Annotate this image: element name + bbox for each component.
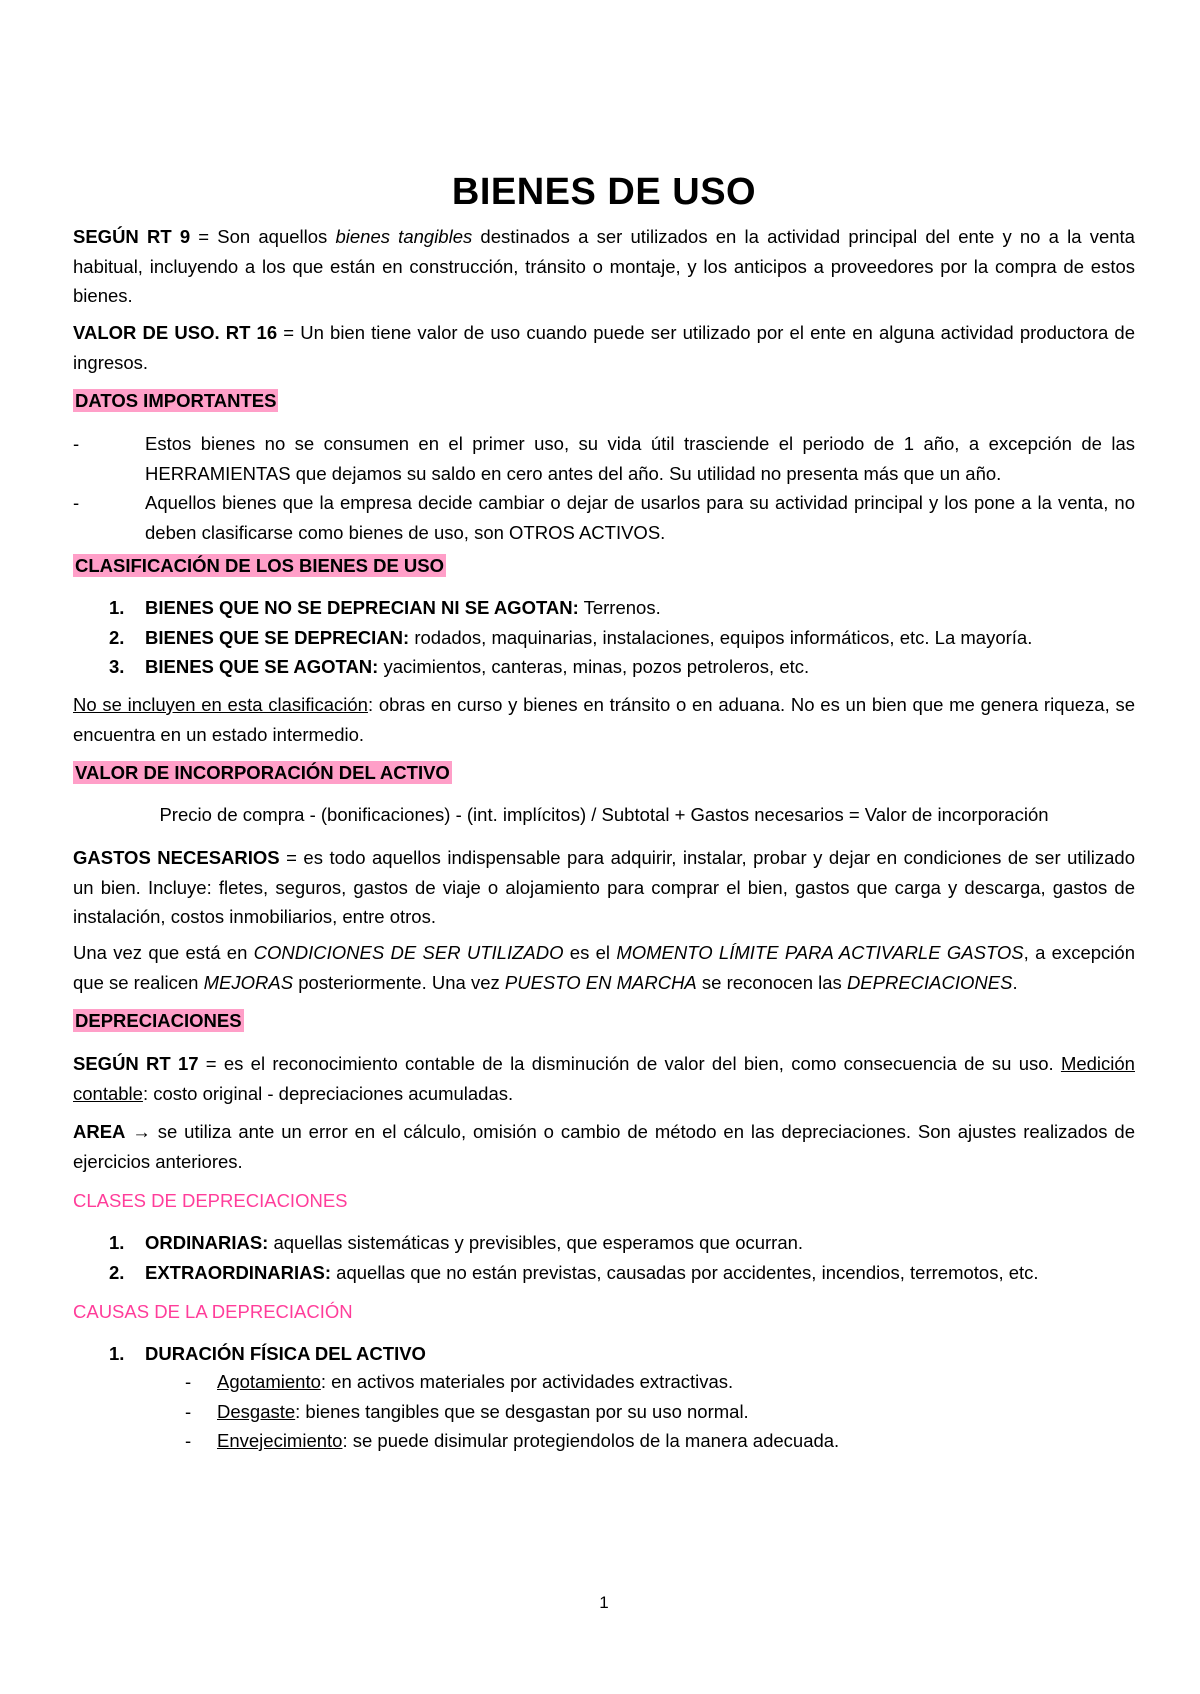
heading-depreciaciones: DEPRECIACIONES xyxy=(75,1010,242,1031)
list-item: - Aquellos bienes que la empresa decide cambiar o dejar de usarlos para su actividad principal y los pone a la venta, no deben clasificarse como bienes de uso, son OTROS ACTIVOS. xyxy=(73,492,1135,543)
paragraph-rt17: SEGÚN RT 17 = es el reconocimiento contable de la disminución de valor del bien, como consecuencia de su uso. Medición contable: costo original - depreciaciones acumuladas. xyxy=(73,1053,1135,1104)
heading-clasificacion: CLASIFICACIÓN DE LOS BIENES DE USO xyxy=(75,555,445,576)
list-causas xyxy=(73,1339,1135,1369)
list-item: - Envejecimiento: se puede disimular protegiendolos de la manera adecuada. xyxy=(185,1430,840,1451)
formula-valor-incorporacion: Precio de compra - (bonificaciones) - (int. implícitos) / Subtotal + Gastos necesarios = Valor de incorporación xyxy=(159,804,1049,825)
list-clasificacion xyxy=(73,593,1135,682)
paragraph-area: AREA → se utiliza ante un error en el cálculo, omisión o cambio de método en las depreciaciones. Son ajustes realizados de ejercicios anteriores. xyxy=(73,1121,1135,1172)
paragraph-rt9: SEGÚN RT 9 = Son aquellos bienes tangibles destinados a ser utilizados en la actividad principal del ente y no a la venta habitual, incluyendo a los que están en construcción, tránsito o montaje, y los anticipos a proveedores por la compra de estos bienes. xyxy=(73,226,1135,306)
paragraph-gastos-necesarios: GASTOS NECESARIOS = es todo aquellos indispensable para adquirir, instalar, probar y dejar en condiciones de ser utilizado un bien. Incluye: fletes, seguros, gastos de viaje o alojamiento para comprar el bien, gastos que carga y descarga, gastos de instalación, costos inmobiliarios, entre otros. xyxy=(73,847,1135,927)
list-item: 1. BIENES QUE NO SE DEPRECIAN NI SE AGOTAN: Terrenos. xyxy=(109,597,661,618)
list-item: 2. EXTRAORDINARIAS: aquellas que no están previstas, causadas por accidentes, incendios, terremotos, etc. xyxy=(109,1261,1039,1283)
page-number: 1 xyxy=(599,1593,609,1612)
document-page xyxy=(73,0,1135,1694)
page-title: BIENES DE USO xyxy=(451,171,757,213)
list-clases xyxy=(73,1228,1135,1287)
heading-valor-incorporacion: VALOR DE INCORPORACIÓN DEL ACTIVO xyxy=(75,762,450,783)
list-item: - Desgaste: bienes tangibles que se desgastan por su uso normal. xyxy=(185,1400,749,1422)
list-item: 1. ORDINARIAS: aquellas sistemáticas y previsibles, que esperamos que ocurran. xyxy=(109,1232,804,1253)
list-datos-importantes xyxy=(73,429,1135,547)
list-item: - Agotamiento: en activos materiales por actividades extractivas. xyxy=(185,1371,734,1392)
list-causas-sub xyxy=(73,1367,1135,1456)
list-item: - Estos bienes no se consumen en el primer uso, su vida útil trasciende el periodo de 1 año, a excepción de las HERRAMIENTAS que dejamos su saldo en cero antes del año. Su utilidad no presenta más que un año. xyxy=(73,433,1135,484)
paragraph-no-incluyen: No se incluyen en esta clasificación: obras en curso y bienes en tránsito o en aduana. No es un bien que me genera riqueza, se encuentra en un estado intermedio. xyxy=(73,694,1135,745)
heading-causas-depreciacion: CAUSAS DE LA DEPRECIACIÓN xyxy=(73,1301,353,1322)
list-item: 3. BIENES QUE SE AGOTAN: yacimientos, canteras, minas, pozos petroleros, etc. xyxy=(109,656,810,677)
heading-clases-depreciaciones: CLASES DE DEPRECIACIONES xyxy=(73,1190,348,1211)
paragraph-una-vez: Una vez que está en CONDICIONES DE SER UTILIZADO es el MOMENTO LÍMITE PARA ACTIVARLE GASTOS, a excepción que se realicen MEJORAS posteriormente. Una vez PUESTO EN MARCHA se reconocen las DEPRECIACIONES. xyxy=(73,942,1135,993)
list-item: 1. DURACIÓN FÍSICA DEL ACTIVO xyxy=(109,1343,426,1364)
paragraph-valor-de-uso: VALOR DE USO. RT 16 = Un bien tiene valor de uso cuando puede ser utilizado por el ente en alguna actividad productora de ingresos. xyxy=(73,322,1136,373)
heading-datos-importantes: DATOS IMPORTANTES xyxy=(75,390,277,411)
list-item: 2. BIENES QUE SE DEPRECIAN: rodados, maquinarias, instalaciones, equipos informáticos, etc. La mayoría. xyxy=(109,626,1033,648)
